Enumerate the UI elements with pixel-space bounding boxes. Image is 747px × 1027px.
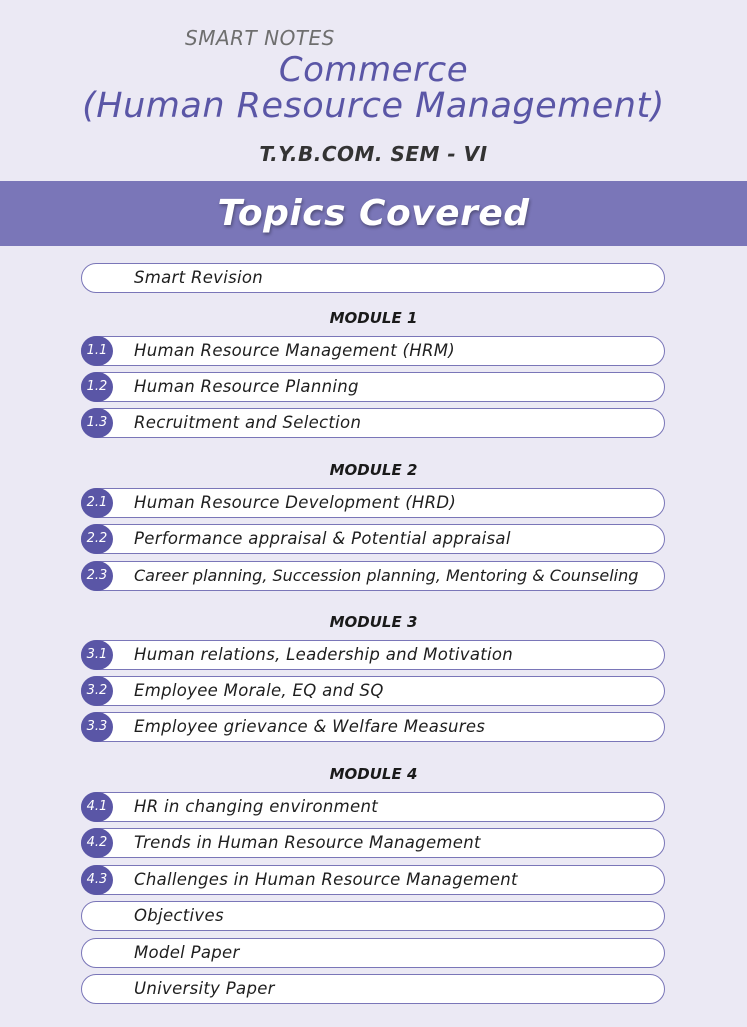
topic-number-badge: 3.3 bbox=[81, 712, 113, 742]
topic-item[interactable] bbox=[81, 792, 665, 822]
banner-title: Topics Covered bbox=[217, 193, 530, 234]
module-3-heading: MODULE 3 bbox=[329, 613, 418, 631]
topics-banner bbox=[0, 181, 747, 246]
topic-label: Challenges in Human Resource Management bbox=[134, 870, 518, 889]
topic-label: Human Resource Planning bbox=[134, 377, 359, 396]
topic-label: University Paper bbox=[134, 979, 275, 998]
module-2-heading: MODULE 2 bbox=[329, 461, 418, 479]
subject-title: Commerce bbox=[278, 50, 469, 90]
topic-number-badge: 3.2 bbox=[81, 676, 113, 706]
topic-objectives[interactable] bbox=[81, 901, 665, 931]
topic-item[interactable] bbox=[81, 488, 665, 518]
topic-label: Objectives bbox=[134, 906, 224, 925]
topic-item[interactable] bbox=[81, 676, 665, 706]
topic-label: Recruitment and Selection bbox=[134, 413, 362, 432]
topic-number-badge: 1.3 bbox=[81, 408, 113, 438]
topic-label: Employee Morale, EQ and SQ bbox=[134, 681, 384, 700]
topic-label: Performance appraisal & Potential appraisal bbox=[134, 529, 511, 548]
module-1-heading: MODULE 1 bbox=[329, 309, 418, 327]
topic-number-badge: 1.2 bbox=[81, 372, 113, 402]
topic-item[interactable] bbox=[81, 828, 665, 858]
topic-item[interactable] bbox=[81, 712, 665, 742]
topic-number-badge: 3.1 bbox=[81, 640, 113, 670]
topic-item[interactable] bbox=[81, 408, 665, 438]
topic-number-badge: 4.3 bbox=[81, 865, 113, 895]
topic-number-badge: 2.2 bbox=[81, 524, 113, 554]
topic-label: Smart Revision bbox=[134, 268, 264, 287]
topic-item[interactable] bbox=[81, 561, 665, 591]
topic-label: Career planning, Succession planning, Mentoring & Counseling bbox=[134, 566, 639, 585]
topic-label: Trends in Human Resource Management bbox=[134, 833, 481, 852]
topic-smart-revision[interactable] bbox=[81, 263, 665, 293]
topic-number-badge: 2.3 bbox=[81, 561, 113, 591]
topic-label: Human relations, Leadership and Motivation bbox=[134, 645, 514, 664]
topic-number-badge: 4.1 bbox=[81, 792, 113, 822]
topic-university-paper[interactable] bbox=[81, 974, 665, 1004]
module-4-heading: MODULE 4 bbox=[329, 765, 418, 783]
topic-model-paper[interactable] bbox=[81, 938, 665, 968]
topic-item[interactable] bbox=[81, 336, 665, 366]
topic-item[interactable] bbox=[81, 372, 665, 402]
topic-number-badge: 4.2 bbox=[81, 828, 113, 858]
topic-number-badge: 1.1 bbox=[81, 336, 113, 366]
topic-label: Employee grievance & Welfare Measures bbox=[134, 717, 486, 736]
subject-subtitle: (Human Resource Management) bbox=[82, 86, 665, 126]
topic-item[interactable] bbox=[81, 865, 665, 895]
smart-notes-label: SMART NOTES bbox=[185, 26, 335, 50]
topic-number-badge: 2.1 bbox=[81, 488, 113, 518]
topic-label: HR in changing environment bbox=[134, 797, 378, 816]
topic-label: Model Paper bbox=[134, 943, 240, 962]
topic-label: Human Resource Development (HRD) bbox=[134, 493, 457, 512]
topic-label: Human Resource Management (HRM) bbox=[134, 341, 455, 360]
semester-label: T.Y.B.COM. SEM - VI bbox=[259, 142, 488, 166]
topic-item[interactable] bbox=[81, 640, 665, 670]
topic-item[interactable] bbox=[81, 524, 665, 554]
